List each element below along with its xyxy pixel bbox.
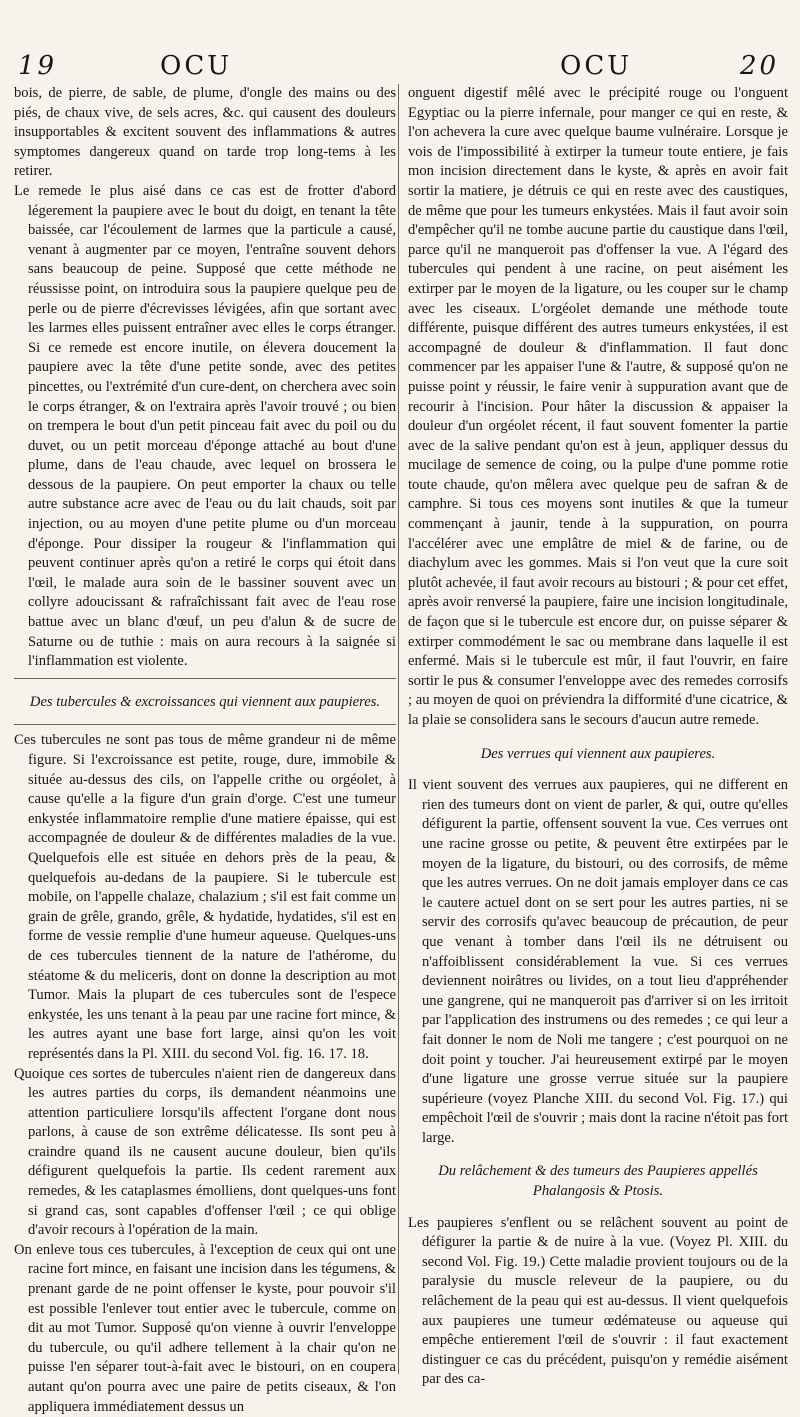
column-divider xyxy=(398,84,399,1374)
paragraph: Ces tubercules ne sont pas tous de même grandeur ni de même figure. Si l'excroissance est petite, rouge, dure, immobile & située au-dessus des cils, on l'appelle crithe ou orgéolet, à cause qu'elle a la figure d'un grain d'orge. C'est une tumeur enkystée inflammatoire remplie d'une matiere épaisse, qui est accompagnée de douleur & de différentes maladies de la vue. Quelquefois elle est située en dehors près de la peau, & quelquefois au-dedans de la paupiere. Si le tubercule est mobile, on l'appelle chalaze, chalazium ; s'il est fait comme un grain de grêle, grando, grêle, & hydatide, hydatides, s'il est en forme de vessie remplie d'une humeur aqueuse. Quelques-uns de ces tubercules tiennent de la nature de l'athérome, du stéatome & du meliceris, dont on donne la description au mot Tumor. Mais la plupart de ces tubercules sont de l'espece enkystée, les uns tenant à la peau par une racine fort mince, & les autres ayant une base fort large, ainsi qu'on les voit représentés dans la Pl. XIII. du second Vol. fig. 16. 17. 18. xyxy=(14,732,396,1062)
right-page-number: 20 xyxy=(740,51,780,81)
left-page-number: 19 xyxy=(18,51,58,81)
left-running-title: OCU xyxy=(160,51,233,81)
right-column xyxy=(408,84,788,1390)
paragraph: onguent digestif mêlé avec le précipité rouge ou l'onguent Egyptiac ou la pierre infernale, pour manger ce qui en reste, & l'on achevera la cure avec quelque baume vulnéraire. Lorsque je vois de l'impossibilité à extirper la tumeur toute entiere, je fais mon incision directement dans le kyste, & après en avoir fait sortir la matiere, je détruis ce qui en reste avec des caustiques, de même que pour les tumeurs enkystées. Mais il faut avoir soin d'empêcher qu'il ne tombe aucune partie du caustique dans l'œil, parce qu'il ne manqueroit pas d'offenser la vue. A l'égard des tubercules qui pendent à une racine, on peut aisément les extirper par le moyen de la ligature, ou les couper sur le champ avec les ciseaux. L'orgéolet demande une méthode toute différente, puisque différent des autres tumeurs enkystées, il est accompagné de douleur & d'inflammation. Il faut donc commencer par les appaiser l'une & l'autre, & supposé qu'on ne puisse point y réussir, le faire venir à suppuration avant que de recourir à l'incision. Pour hâter la discussion & appaiser la douleur d'un orgéolet récent, il faut souvent fomenter la partie avec de la salive pendant qu'on est à jeun, appliquer dessus du mucilage de semence de coing, ou la pulpe d'une pomme rotie toute chaude, qu'on mêlera avec quelque peu de safran & de camphre. Si tous ces moyens sont inutiles & que la tumeur commençant à jaunir, tende à la suppuration, on pourra l'accélérer avec une emplâtre de miel & de farine, ou de diachylum avec les gommes. Mais si l'on veut que la cure soit plutôt achevée, il faut avoir recours au bistouri ; & pour cet effet, après avoir renversé la paupiere, faire une incision longitudinale, de façon que si le tubercule est encore dur, on puisse séparer & extirper commodément le sac ou membrane dans laquelle il est enfermé. Mais si le tubercule est mûr, il faut l'ouvrir, en faire sortir le pus & consumer l'enveloppe avec des remedes corrosifs ; au moyen de quoi on préviendra la difformité d'une cicatrice, & la plaie se consolidera sans le secours d'aucun autre remede. xyxy=(408,85,788,728)
paragraph: Le remede le plus aisé dans ce cas est de frotter d'abord légerement la paupiere avec le bout du doigt, en tenant la tête baissée, car l'écoulement de larmes que la particule a causé, venant à augmenter par ce moyen, l'entraîne souvent dehors sans beaucoup de peine. Supposé que cette méthode ne réussisse point, on introduira sous la paupiere quelque peu de perle ou de pierre d'écrevisses lévigées, afin que sortant avec les larmes elles puissent entraîner avec elles le corps étranger. Si ce remede est encore inutile, on élevera doucement la paupiere avec la tête d'une petite sonde, avec des petites pincettes, ou l'extrémité d'un cure-dent, on cherchera avec soin le corps étranger, & on l'extraira après l'avoir trouvé ; ou bien on trempera le bout d'un petit pinceau fait avec du poil ou du duvet, ou un petit morceau d'éponge attaché au bout d'une plume, dans de l'eau chaude, avec lequel on brossera le dessous de la paupiere. On peut emporter la chaux ou telle autre substance acre avec de l'eau ou du lait chauds, soit par injection, ou au moyen d'une petite plume ou d'un morceau d'éponge. Pour dissiper la rougeur & l'inflammation qui peuvent continuer après qu'on a retiré le corps qui étoit dans l'œil, le malade aura soin de le bassiner souvent avec un collyre adoucissant & rafraîchissant fait avec de l'eau rose battue avec un blanc d'œuf, un peu d'alun & de sucre de Saturne ou de tuthie : mais on aura recours à la saignée si l'inflammation est violente. xyxy=(14,182,396,670)
left-column xyxy=(14,84,396,1417)
paragraph: Il vient souvent des verrues aux paupieres, qui ne different en rien des tumeurs dont on vient de parler, & qui, outre qu'elles défigurent la partie, offensent souvent la vue. Ces verrues ont une racine grosse ou petite, & peuvent être extirpées par le moyen de la ligature, du bistouri, ou des corrosifs, de même que les autres verrues. On ne doit jamais employer dans ce cas le cautere actuel dont on se sert pour les autres parties, ni se servir des corrosifs qu'avec beaucoup de précaution, de peur que venant à tomber dans l'œil ils ne détruisent ou n'affoiblissent considérablement la vue. Si ces verrues deviennent noirâtres ou livides, on a tout lieu d'appréhender une gangrene, qui ne manqueroit pas d'arriver si on les irritoit par l'application des instrumens ou des remedes ; ce qui leur a fait donner le nom de Noli me tangere ; c'est pourquoi on ne doit point y toucher. J'ai heureusement extirpé par le moyen d'une ligature une grosse verrue située sur la paupiere supérieure (voyez Planche XIII. du second Vol. Fig. 17.) qui empêchoit l'œil de s'ouvrir ; mais dont la racine n'étoit pas fort large. xyxy=(408,777,788,1146)
section-rule xyxy=(14,678,396,679)
right-running-title: OCU xyxy=(560,51,633,81)
section-heading: Des tubercules & excroissances qui viennent aux paupieres. xyxy=(29,693,381,710)
section-rule xyxy=(14,724,396,725)
page-header xyxy=(0,50,800,86)
section-heading: Des verrues qui viennent aux paupieres. xyxy=(480,745,716,762)
paragraph: Quoique ces sortes de tubercules n'aient rien de dangereux dans les autres parties du corps, ils demandent néanmoins une attention particuliere lorsqu'ils affectent l'organe dont nous parlons, à cause de son extrême délicatesse. Ils sont peu à craindre quand ils ne causent aucune douleur, bien qu'ils défigurent quelquefois la partie. Ils cedent rarement aux remedes, & les cataplasmes émolliens, dont quelques-uns font si grand cas, sont capables d'offenser l'œil ; ce qui oblige d'avoir recours à l'opération de la main. xyxy=(14,1065,396,1239)
paragraph: On enleve tous ces tubercules, à l'exception de ceux qui ont une racine fort mince, en faisant une incision dans les tégumens, & prenant garde de ne point offenser le kyste, pour pouvoir s'il est possible l'enlever tout entier avec le tubercule, comme on dit au mot Tumor. Supposé qu'on vienne à ouvrir l'enveloppe du tubercule, ou qu'il adhere tellement à la chair qu'on ne puisse l'en séparer tout-à-fait avec le bistouri, on en coupera autant qu'on pourra avec une paire de petits ciseaux, & l'on appliquera immédiatement dessus un xyxy=(14,1241,396,1415)
paragraph: Les paupieres s'enflent ou se relâchent souvent au point de défigurer la partie & de nuire à la vue. (Voyez Pl. XIII. du second Vol. Fig. 19.) Cette maladie provient toujours ou de la paralysie du muscle releveur de la paupiere, ou du relâchement de la peau qui est au-dessus. Il vient quelquefois aux paupieres une tumeur œdémateuse ou aqueuse qui empêche entierement l'œil de s'ouvrir : il faut exactement distinguer ce cas du précédent, puisqu'on y remédie aisément par des ca- xyxy=(408,1214,788,1388)
paragraph: bois, de pierre, de sable, de plume, d'ongle des mains ou des piés, de chaux vive, de sels acres, &c. qui causent des douleurs insupportables & excitent souvent des inflammations & autres symptomes dangereux quand on tarde trop long-tems à les retirer. xyxy=(14,85,396,180)
section-heading: Du relâchement & des tumeurs des Paupieres appellés Phalangosis & Ptosis. xyxy=(438,1163,758,1200)
